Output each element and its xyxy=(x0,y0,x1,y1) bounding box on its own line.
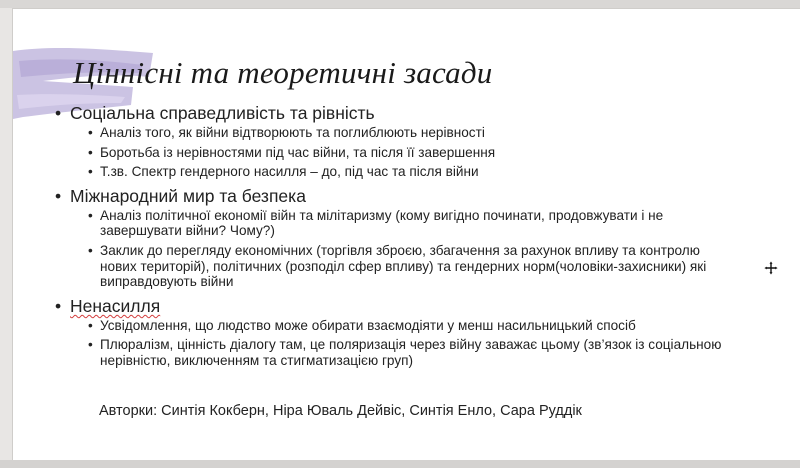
slide-body xyxy=(55,103,790,373)
bullet-social-2: • Боротьба із нерівностями під час війни, та після її завершення xyxy=(88,145,790,161)
bullet-social-1: • Аналіз того, як війни відтворюють та поглиблюють нерівності xyxy=(88,125,790,141)
bullet-peace-1: • Аналіз політичної економії війн та мілітаризму (кому вигідно починати, продовжувати і не завершувати війни? Чому?) xyxy=(88,208,690,239)
window-top-strip xyxy=(0,0,800,8)
section-heading-nonviolence: • Ненасилля xyxy=(55,296,790,316)
authors-line: Авторки: Синтія Кокберн, Ніра Юваль Дейвіс, Синтія Енло, Сара Руддік xyxy=(99,403,582,419)
section-heading-peace-security: • Міжнародний мир та безпека xyxy=(55,186,790,206)
move-cursor-icon xyxy=(764,261,778,275)
bullet-nonviolence-1: • Усвідомлення, що людство може обирати взаємодіяти у менш насильницький спосіб xyxy=(88,318,745,334)
slide-title: Ціннісні та теоретичні засади xyxy=(73,55,493,90)
bullet-nonviolence-2: • Плюралізм, цінність діалогу там, це поляризація через війну заважає цьому (зв’язок із соціальною нерівністю, виключенням та стигматизацією груп) xyxy=(88,337,770,368)
slide-canvas[interactable] xyxy=(12,8,800,461)
bullet-peace-2: • Заклик до перегляду економічних (торгівля зброєю, збагачення за рахунок впливу та контролю нових територій), політичних (розподіл сфер впливу) та гендерних норм(чоловіки-захисники) які виправдовують війни xyxy=(88,243,740,290)
bullet-social-3: • Т.зв. Спектр гендерного насилля – до, під час та після війни xyxy=(88,164,790,180)
section-heading-social-justice: • Соціальна справедливість та рівність xyxy=(55,103,790,123)
window-bottom-strip xyxy=(0,460,800,468)
